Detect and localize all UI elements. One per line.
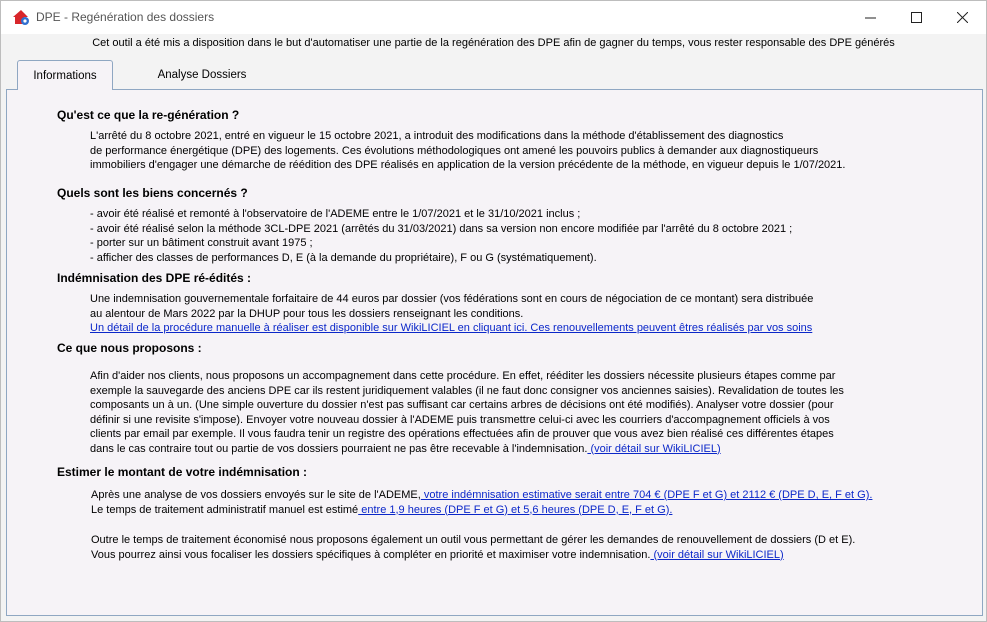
section-title-regeneration: Qu'est ce que la re-génération ? [57, 108, 240, 122]
informations-panel [6, 89, 983, 616]
text-line: Une indemnisation gouvernementale forfaitaire de 44 euros par dossier (vos fédérations sont en cours de négociation de ce montant) sera distribuée [90, 293, 814, 305]
indemnisation-text [90, 292, 813, 336]
text-line [91, 548, 855, 563]
close-icon [957, 12, 968, 23]
section-title-indemnisation: Indémnisation des DPE ré-édités : [57, 271, 252, 285]
proposons-wiki-link[interactable]: (voir détail sur WikiLICIEL) [587, 442, 721, 455]
text-line: clients par email par exemple. Il vous faudra tenir un registre des opérations effectuées afin de prouver que vous avez bien réalisé ces différentes étapes [90, 428, 834, 440]
tab-informations[interactable]: Informations [17, 60, 113, 90]
text-line: L'arrêté du 8 octobre 2021, entré en vigueur le 15 octobre 2021, a introduit des modifications dans la méthode d'établissement des diagnostics [90, 130, 784, 142]
estimer-wiki-link[interactable]: (voir détail sur WikiLICIEL) [650, 548, 784, 561]
maximize-button[interactable] [893, 1, 939, 34]
list-item: - afficher des classes de performances D, E (à la demande du propriétaire), F ou G (systématiquement). [90, 251, 597, 264]
text-line: définir si une revisite s'impose). Envoyer votre nouveau dossier à l'ADEME puis transmettre celui-ci avec les courriers d'accompagnement officiels à vos [90, 413, 830, 426]
list-item: - avoir été réalisé et remonté à l'observatoire de l'ADEME entre le 1/07/2021 et le 31/10/2021 inclus ; [90, 208, 581, 220]
text-line: composants un à un. (Une simple ouverture du dossier n'est pas suffisant car certains arbres de décisions ont été modifiés). Analyser votre dossier (pour [90, 399, 834, 411]
estimer-text [91, 488, 872, 517]
estimer-tool-text [91, 533, 855, 562]
tab-analyse-dossiers[interactable]: Analyse Dossiers [157, 68, 247, 81]
text-line: au alentour de Mars 2022 par la DHUP pour tous les dossiers renseignant les conditions. [90, 307, 524, 320]
title-bar[interactable] [1, 1, 986, 34]
text-span: Après une analyse de vos dossiers envoyés sur le site de l'ADEME, [91, 489, 421, 501]
text-span: Vous pourrez ainsi vous focaliser les dossiers spécifiques à compléter en priorité et maximiser votre indemnisation. [91, 548, 651, 561]
minimize-button[interactable] [847, 1, 893, 34]
text-line [90, 442, 844, 457]
text-line: exemple la sauvegarde des anciens DPE car ils restent juridiquement valables (il ne faut donc consigner vos anciennes saisies). Revalidation de toutes les [90, 384, 844, 397]
estimate-amount-link[interactable]: votre indémnisation estimative serait entre 704 € (DPE F et G) et 2112 € (DPE D, E, F et G). [420, 489, 873, 501]
estimate-time-link[interactable]: entre 1,9 heures (DPE F et G) et 5,6 heures (DPE D, E, F et G). [358, 503, 673, 516]
text-line: Outre le temps de traitement économisé nous proposons également un outil vous permettant de gérer les demandes de renouvellement de dossiers (D et E). [91, 534, 856, 546]
text-line: de performance énergétique (DPE) des logements. Ces évolutions méthodologiques ont amené les pouvoirs publics à demander aux diagnostiqueurs [90, 144, 819, 157]
section-title-estimer: Estimer le montant de votre indémnisation : [57, 465, 308, 479]
proposons-text [90, 369, 844, 456]
regeneration-text [90, 129, 845, 173]
list-item: - porter sur un bâtiment construit avant 1975 ; [90, 237, 313, 249]
maximize-icon [911, 12, 922, 23]
section-title-biens: Quels sont les biens concernés ? [57, 186, 248, 200]
minimize-icon [865, 12, 876, 23]
biens-list [90, 207, 792, 265]
text-line: Afin d'aider nos clients, nous proposons un accompagnement dans cette procédure. En effet, rééditer les dossiers nécessite plusieurs étapes comme par [90, 370, 836, 382]
text-line [91, 488, 872, 503]
list-item: - avoir été réalisé selon la méthode 3CL-DPE 2021 (arrêtés du 31/03/2021) dans sa version non encore modifiée par l'arrêté du 8 octobre 2021 ; [90, 222, 793, 235]
disclaimer-banner: Cet outil a été mis a disposition dans le but d'automatiser une partie de la regénération des DPE afin de gagner du temps, vous rester responsable des DPE générés [92, 37, 895, 49]
text-span: dans le cas contraire tout ou partie de vos dossiers pourraient ne pas être recevable à l'indemnisation. [90, 442, 588, 455]
window-title: DPE - Regénération des dossiers [36, 10, 215, 24]
tab-strip [7, 60, 983, 89]
section-title-proposons: Ce que nous proposons : [57, 341, 202, 355]
text-line: immobiliers d'engager une démarche de réédition des DPE réalisés en application de la version précédente de la méthode, en vigueur depuis le 1/07/2021. [90, 159, 846, 171]
app-logo-icon [12, 9, 30, 26]
text-line [91, 503, 872, 518]
close-button[interactable] [939, 1, 985, 34]
text-span: Le temps de traitement administratif manuel est estimé [91, 503, 359, 516]
procedure-wiki-link[interactable]: Un détail de la procédure manuelle à réaliser est disponible sur WikiLICIEL en cliquant ici. Ces renouvellements peuvent êtres réalisés par vos soins [90, 322, 813, 334]
